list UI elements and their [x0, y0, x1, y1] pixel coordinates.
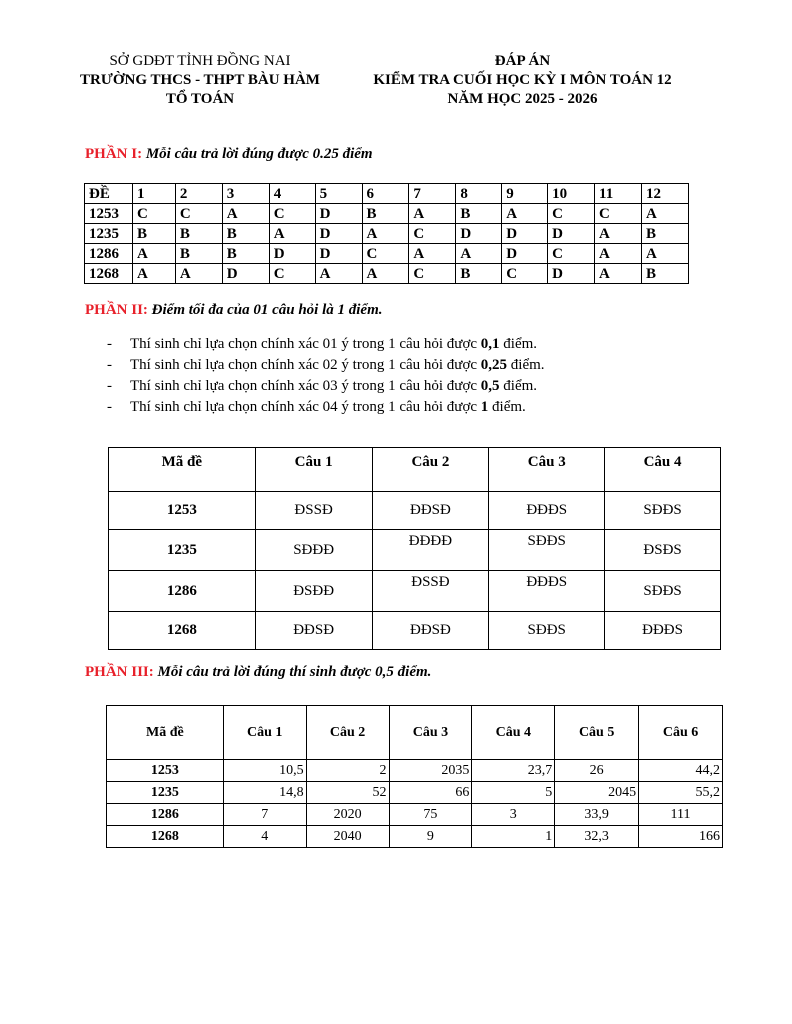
table-row: [107, 826, 723, 848]
answer-cell: D: [315, 204, 362, 224]
exam-code-cell: 1235: [107, 782, 224, 804]
group-name: TỔ TOÁN: [165, 91, 235, 107]
table-header-row: [107, 706, 723, 760]
answer-cell: C: [132, 204, 175, 224]
rule-text: Thí sinh chỉ lựa chọn chính xác 02 ý trong 1 câu hỏi được: [130, 357, 481, 373]
answer-cell: A: [175, 264, 222, 284]
answer-cell: B: [641, 224, 688, 244]
answer-cell: D: [502, 224, 548, 244]
answer-cell: 52: [306, 782, 389, 804]
header-cell: Mã đề: [109, 448, 256, 492]
answer-cell: 166: [639, 826, 723, 848]
answer-cell: A: [456, 244, 502, 264]
answer-cell: B: [456, 204, 502, 224]
doc-title: ĐÁP ÁN: [494, 53, 551, 69]
rule-text: Thí sinh chỉ lựa chọn chính xác 01 ý trong 1 câu hỏi được: [130, 336, 481, 352]
table-row: [109, 612, 721, 650]
table-row: [85, 224, 689, 244]
answer-cell: A: [269, 224, 315, 244]
department-name: SỞ GDĐT TỈNH ĐỒNG NAI: [109, 53, 291, 69]
answer-cell: A: [362, 224, 409, 244]
exam-code-cell: 1268: [107, 826, 224, 848]
answer-cell: C: [409, 264, 456, 284]
answer-cell: D: [222, 264, 269, 284]
part2-text: Điểm tối đa của 01 câu hỏi là 1 điểm.: [151, 302, 383, 318]
answer-cell: ĐĐSĐ: [372, 612, 489, 650]
part1-answer-table: [84, 183, 689, 284]
header-cell: 3: [222, 184, 269, 204]
exam-code-cell: 1268: [85, 264, 133, 284]
answer-cell: C: [409, 224, 456, 244]
answer-cell: 2: [306, 760, 389, 782]
answer-cell: SĐĐS: [489, 530, 605, 571]
answer-cell: 14,8: [223, 782, 306, 804]
answer-cell: C: [269, 264, 315, 284]
answer-cell: 2040: [306, 826, 389, 848]
table-row: [109, 571, 721, 612]
answer-cell: SĐĐS: [605, 571, 721, 612]
part1-title: [85, 146, 373, 163]
exam-code-cell: 1253: [107, 760, 224, 782]
answer-cell: C: [269, 204, 315, 224]
part1-label: PHẦN I:: [85, 146, 143, 162]
rule-value: 0,5: [480, 378, 500, 394]
table-row: [107, 782, 723, 804]
answer-cell: 33,9: [555, 804, 639, 826]
answer-cell: A: [132, 244, 175, 264]
rule-value: 1: [480, 399, 489, 415]
answer-cell: C: [175, 204, 222, 224]
answer-cell: SĐĐĐ: [255, 530, 372, 571]
exam-title: KIỂM TRA CUỐI HỌC KỲ I MÔN TOÁN 12: [373, 72, 672, 88]
table-row: [85, 244, 689, 264]
answer-cell: 32,3: [555, 826, 639, 848]
rule-suffix: điểm.: [499, 378, 538, 394]
answer-cell: ĐĐĐS: [489, 571, 605, 612]
answer-cell: 2035: [389, 760, 472, 782]
answer-cell: A: [409, 204, 456, 224]
exam-code-cell: 1268: [109, 612, 256, 650]
exam-header: [345, 52, 700, 109]
answer-cell: B: [175, 224, 222, 244]
answer-cell: A: [595, 224, 642, 244]
answer-cell: 26: [555, 760, 639, 782]
header-cell: Mã đề: [107, 706, 224, 760]
header-cell: 12: [641, 184, 688, 204]
part3-title: [85, 664, 431, 681]
header-cell: 9: [502, 184, 548, 204]
answer-cell: D: [315, 224, 362, 244]
table-row: [107, 804, 723, 826]
table-header-row: [85, 184, 689, 204]
school-year: NĂM HỌC 2025 - 2026: [447, 91, 598, 107]
header-cell: 10: [548, 184, 595, 204]
answer-cell: A: [362, 264, 409, 284]
answer-cell: D: [269, 244, 315, 264]
answer-cell: ĐSSĐ: [255, 492, 372, 530]
part3-text: Mỗi câu trả lời đúng thí sinh được 0,5 điểm.: [157, 664, 432, 680]
rule-suffix: điểm.: [507, 357, 545, 373]
answer-cell: ĐĐĐS: [489, 492, 605, 530]
answer-cell: B: [175, 244, 222, 264]
list-item: - Thí sinh chỉ lựa chọn chính xác 01 ý trong 1 câu hỏi được 0,1 điểm.: [107, 336, 538, 352]
header-cell: Câu 1: [255, 448, 372, 492]
answer-cell: A: [641, 204, 688, 224]
exam-code-cell: 1253: [85, 204, 133, 224]
answer-cell: B: [641, 264, 688, 284]
answer-cell: B: [222, 224, 269, 244]
part3-answer-table: [106, 705, 723, 848]
answer-cell: B: [132, 224, 175, 244]
table-row: [109, 530, 721, 571]
school-name: TRƯỜNG THCS - THPT BÀU HÀM: [80, 72, 320, 88]
rule-text: Thí sinh chỉ lựa chọn chính xác 04 ý trong 1 câu hỏi được: [130, 399, 481, 415]
header-cell: 4: [269, 184, 315, 204]
answer-cell: ĐĐĐĐ: [372, 530, 489, 571]
list-item: - Thí sinh chỉ lựa chọn chính xác 03 ý trong 1 câu hỏi được 0,5 điểm.: [107, 378, 538, 394]
answer-cell: D: [315, 244, 362, 264]
exam-code-cell: 1235: [109, 530, 256, 571]
answer-cell: SĐĐS: [489, 612, 605, 650]
answer-cell: A: [595, 244, 642, 264]
answer-cell: B: [456, 264, 502, 284]
answer-cell: D: [548, 264, 595, 284]
answer-cell: ĐĐSĐ: [372, 492, 489, 530]
answer-cell: C: [362, 244, 409, 264]
answer-cell: 3: [472, 804, 555, 826]
answer-cell: C: [548, 244, 595, 264]
answer-cell: 4: [223, 826, 306, 848]
answer-cell: A: [315, 264, 362, 284]
answer-cell: D: [502, 244, 548, 264]
answer-cell: ĐĐĐS: [605, 612, 721, 650]
answer-cell: A: [502, 204, 548, 224]
part2-title: [85, 302, 383, 319]
header-cell: Câu 4: [605, 448, 721, 492]
scoring-rules-list: [107, 334, 545, 418]
header-cell: 8: [456, 184, 502, 204]
answer-cell: A: [641, 244, 688, 264]
answer-cell: 44,2: [639, 760, 723, 782]
list-item: - Thí sinh chỉ lựa chọn chính xác 02 ý trong 1 câu hỏi được 0,25 điểm.: [107, 357, 545, 373]
header-cell: Câu 5: [555, 706, 639, 760]
answer-cell: 7: [223, 804, 306, 826]
header-cell: 11: [595, 184, 642, 204]
answer-cell: C: [595, 204, 642, 224]
header-cell: ĐỀ: [85, 184, 133, 204]
rule-value: 0,1: [480, 336, 500, 352]
school-header: [55, 52, 345, 109]
header-cell: Câu 2: [372, 448, 489, 492]
answer-cell: ĐSSĐ: [372, 571, 489, 612]
rule-suffix: điểm.: [488, 399, 526, 415]
answer-cell: 111: [639, 804, 723, 826]
answer-cell: C: [502, 264, 548, 284]
answer-cell: C: [548, 204, 595, 224]
exam-code-cell: 1286: [109, 571, 256, 612]
answer-cell: 66: [389, 782, 472, 804]
table-header-row: [109, 448, 721, 492]
answer-cell: 55,2: [639, 782, 723, 804]
header-cell: 5: [315, 184, 362, 204]
answer-cell: A: [409, 244, 456, 264]
answer-cell: D: [548, 224, 595, 244]
table-row: [85, 264, 689, 284]
answer-cell: 23,7: [472, 760, 555, 782]
answer-cell: A: [132, 264, 175, 284]
list-item: - Thí sinh chỉ lựa chọn chính xác 04 ý trong 1 câu hỏi được 1 điểm.: [107, 399, 526, 415]
exam-code-cell: 1235: [85, 224, 133, 244]
answer-cell: D: [456, 224, 502, 244]
answer-cell: ĐĐSĐ: [255, 612, 372, 650]
exam-code-cell: 1286: [107, 804, 224, 826]
header-cell: Câu 2: [306, 706, 389, 760]
table-row: [107, 760, 723, 782]
exam-code-cell: 1286: [85, 244, 133, 264]
answer-cell: A: [222, 204, 269, 224]
answer-cell: B: [222, 244, 269, 264]
rule-text: Thí sinh chỉ lựa chọn chính xác 03 ý trong 1 câu hỏi được: [130, 378, 481, 394]
table-row: [109, 492, 721, 530]
answer-cell: SĐĐS: [605, 492, 721, 530]
header-cell: 2: [175, 184, 222, 204]
answer-cell: 2045: [555, 782, 639, 804]
answer-cell: A: [595, 264, 642, 284]
part2-label: PHẦN II:: [85, 302, 148, 318]
answer-cell: B: [362, 204, 409, 224]
part1-text: Mỗi câu trả lời đúng được 0.25 điểm: [145, 146, 373, 162]
answer-cell: 1: [472, 826, 555, 848]
exam-code-cell: 1253: [109, 492, 256, 530]
answer-cell: 5: [472, 782, 555, 804]
answer-cell: 9: [389, 826, 472, 848]
header-cell: Câu 3: [389, 706, 472, 760]
part2-answer-table: [108, 447, 721, 650]
rule-suffix: điểm.: [499, 336, 538, 352]
rule-value: 0,25: [480, 357, 508, 373]
part3-label: PHẦN III:: [85, 664, 154, 680]
answer-cell: 2020: [306, 804, 389, 826]
header-cell: Câu 3: [489, 448, 605, 492]
header-cell: Câu 1: [223, 706, 306, 760]
header-cell: Câu 6: [639, 706, 723, 760]
answer-cell: ĐSĐĐ: [255, 571, 372, 612]
answer-cell: ĐSĐS: [605, 530, 721, 571]
answer-cell: 10,5: [223, 760, 306, 782]
header-cell: 1: [132, 184, 175, 204]
table-row: [85, 204, 689, 224]
header-cell: Câu 4: [472, 706, 555, 760]
answer-cell: 75: [389, 804, 472, 826]
header-cell: 6: [362, 184, 409, 204]
header-cell: 7: [409, 184, 456, 204]
